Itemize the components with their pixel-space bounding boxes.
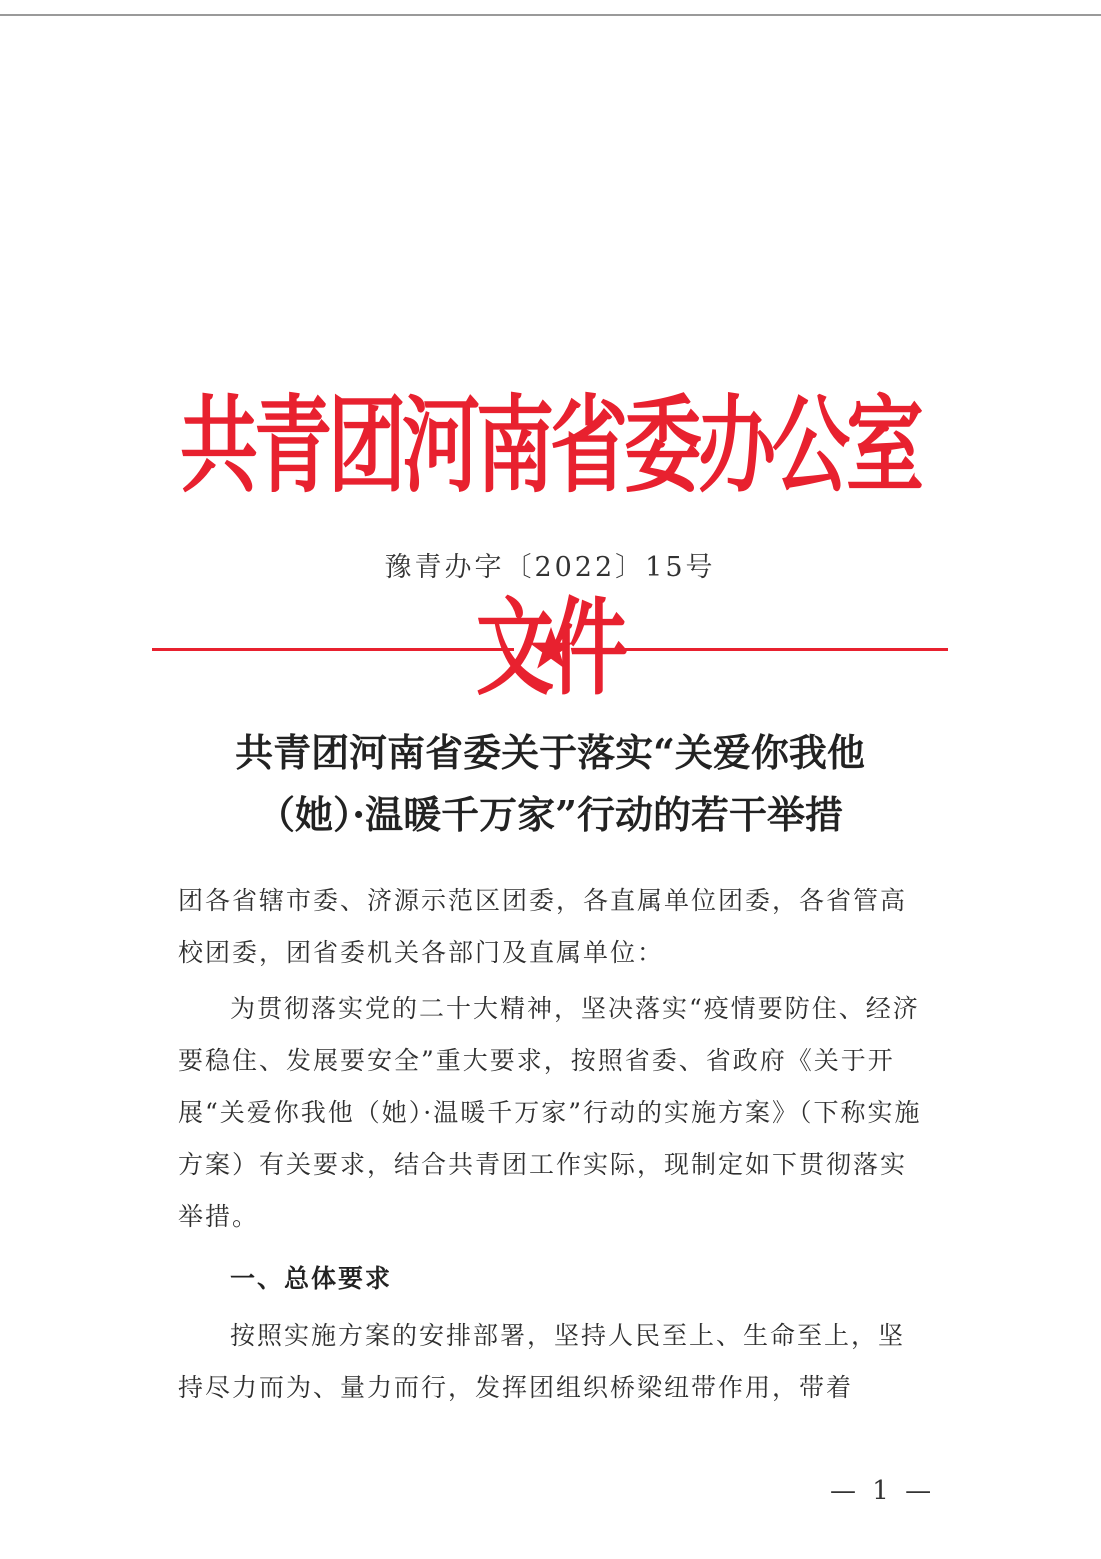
section-heading-general-requirements: 一、总体要求	[230, 1264, 393, 1293]
document-title-line-2: （她）·温暖千万家”行动的若干举措	[256, 792, 844, 837]
document-number: 豫青办字〔2022〕15号	[384, 552, 716, 583]
issuing-authority-header: 共青团河南省委办公室文件	[179, 386, 920, 711]
addressee: 团各省辖市委、济源示范区团委，各直属单位团委，各省管高校团委，团省委机关各部门及直属单位：	[178, 886, 908, 967]
top-border-line	[0, 14, 1101, 16]
document-title	[150, 722, 950, 846]
page-number: — 1 —	[830, 1476, 936, 1506]
star-icon	[527, 625, 575, 673]
red-divider-left	[152, 648, 514, 651]
paragraph-general-requirements: 按照实施方案的安排部署，坚持人民至上、生命至上，坚持尽力而为、量力而行，发挥团组织桥梁纽带作用，带着	[178, 1321, 906, 1402]
paragraph-intro: 为贯彻落实党的二十大精神，坚决落实“疫情要防住、经济要稳住、发展要安全”重大要求，按照省委、省政府《关于开展“关爱你我他（她）·温暖千万家”行动的实施方案》（下称实施方案）有关要求，结合共青团工作实际，现制定如下贯彻落实举措。	[178, 994, 922, 1231]
document-title-line-1: 共青团河南省委关于落实“关爱你我他	[235, 730, 865, 775]
red-divider-right	[585, 648, 948, 651]
